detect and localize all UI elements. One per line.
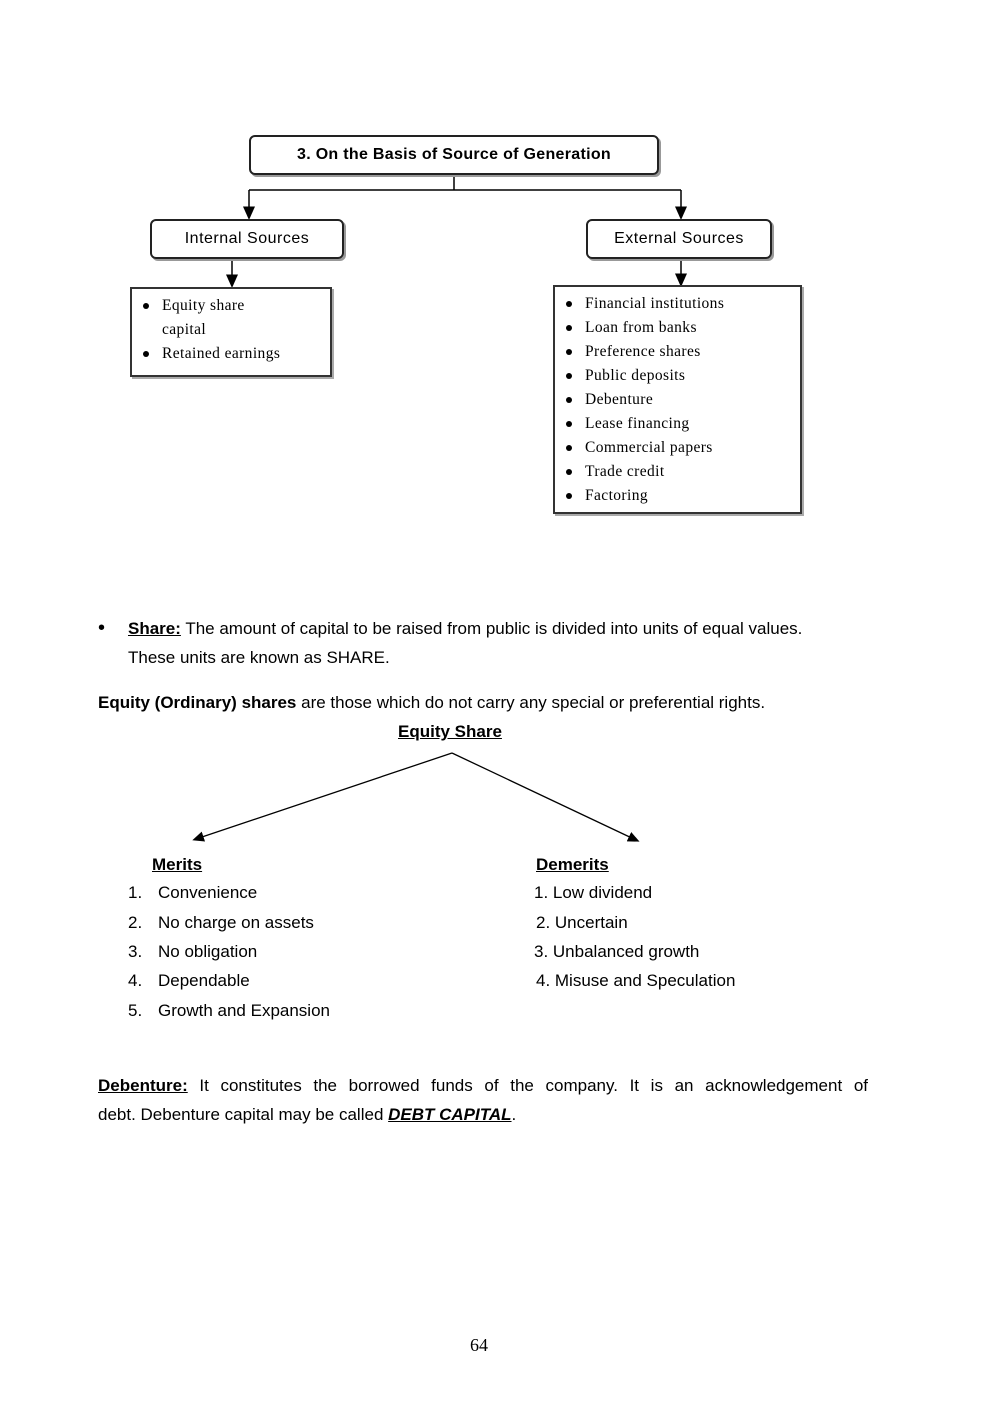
list-item: Commercial papers [555,436,800,460]
merit-text: Growth and Expansion [158,1001,330,1020]
debt-capital-emphasis: DEBT CAPITAL [388,1105,512,1124]
merits-title: Merits [152,855,203,874]
external-sources-list [553,285,802,514]
merit-text: No obligation [158,942,258,961]
merit-text: Convenience [158,883,258,902]
debenture-line-2 [98,1100,878,1129]
demerit-item: 2. Uncertain [536,913,628,932]
debenture-text-2: debt. Debenture capital may be called [98,1105,389,1124]
merit-number: 3. [128,942,143,961]
debenture-end: . [511,1105,517,1124]
list-item: Public deposits [555,364,800,388]
demerit-item: 3. Unbalanced growth [534,942,700,961]
share-paragraph [128,614,888,672]
share-text: The amount of capital to be raised from public is divided into units of equal values. [180,619,803,638]
internal-sources-box [150,219,344,259]
list-item: Retained earnings [132,342,330,366]
internal-sources-label: Internal Sources [184,230,310,247]
equity-definition-text: are those which do not carry any special or preferential rights. [296,693,766,712]
list-item: Loan from banks [555,316,800,340]
demerits-title: Demerits [536,855,609,874]
equity-definition-term: Equity (Ordinary) shares [98,693,297,712]
debenture-line-1 [98,1071,868,1100]
external-sources-label: External Sources [614,230,744,247]
demerit-item: 4. Misuse and Speculation [536,971,736,990]
bullet-icon: • [98,617,106,639]
list-item: Lease financing [555,412,800,436]
merit-text: Dependable [158,971,250,990]
list-item: Financial institutions [555,292,800,316]
list-item: Factoring [555,484,800,508]
internal-sources-list [130,287,332,377]
diagram-title: 3. On the Basis of Source of Generation [297,146,611,163]
diagram-title-box [249,135,659,175]
merit-number: 2. [128,913,143,932]
debenture-label: Debenture: [98,1076,188,1095]
merit-number: 1. [128,883,143,902]
debenture-text-1: It constitutes the borrowed funds of the company. It is an acknowledgement of [187,1076,868,1095]
equity-share-arrows [0,740,992,850]
demerit-item: 1. Low dividend [534,883,653,902]
list-item: Trade credit [555,460,800,484]
equity-share-title: Equity Share [398,722,502,741]
merit-text: No charge on assets [158,913,314,932]
equity-definition [98,688,898,717]
merit-number: 4. [128,971,143,990]
merit-number: 5. [128,1001,143,1020]
share-label: Share: [128,619,181,638]
list-item: Preference shares [555,340,800,364]
page-number: 64 [470,1335,488,1355]
external-sources-box [586,219,772,259]
list-item: Equity share capital [132,294,282,342]
list-item: Debenture [555,388,800,412]
share-text-2: These units are known as SHARE. [128,648,390,667]
